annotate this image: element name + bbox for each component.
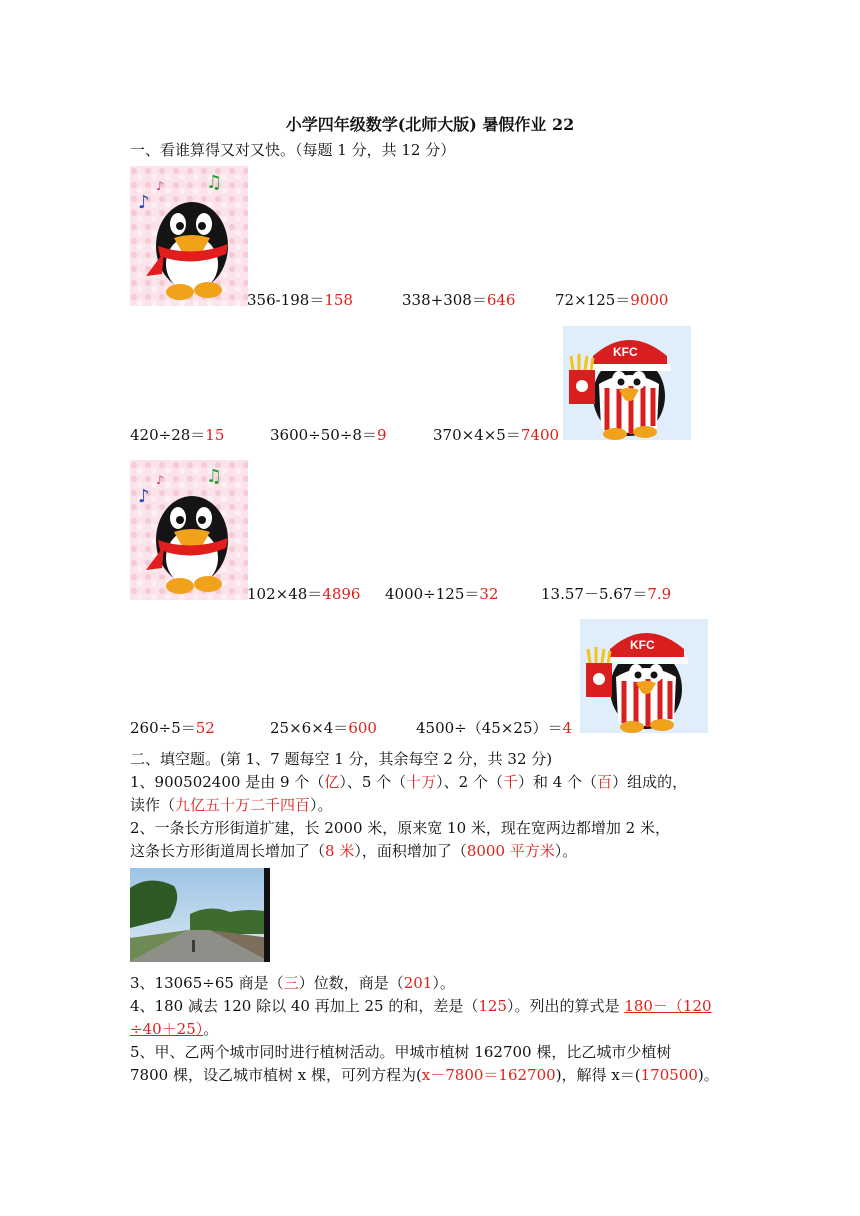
arith-item <box>130 425 224 445</box>
question-text: 3、13065÷65 商是（ <box>130 974 284 992</box>
question-3 <box>130 973 455 993</box>
question-text: ）、2 个（ <box>436 773 503 791</box>
answer: 8 米 <box>325 842 355 860</box>
arith-answer: 600 <box>348 719 377 737</box>
answer: 180－（120 <box>624 997 712 1015</box>
question-text: 。 <box>203 1020 219 1038</box>
kfc-logo: KFC <box>613 345 638 359</box>
arith-item <box>270 425 387 445</box>
svg-text:♫: ♫ <box>206 466 223 487</box>
arith-item <box>433 425 559 445</box>
arith-item <box>247 584 360 604</box>
answer: 三 <box>283 974 299 992</box>
svg-text:♪: ♪ <box>156 473 164 487</box>
question-text: ）位数，商是（ <box>298 974 404 992</box>
arith-row-1 <box>247 290 353 310</box>
section1-heading: 一、看谁算得又对又快。（每题 1 分，共 12 分） <box>130 141 456 159</box>
question-text: 4、180 减去 120 除以 40 再加上 25 的和，差是（ <box>130 997 479 1015</box>
answer: ÷40＋25） <box>130 1020 204 1038</box>
arith-question: 420÷28＝ <box>130 426 206 444</box>
question-4-line-2 <box>130 1019 218 1039</box>
arith-answer: 4 <box>562 719 573 737</box>
arith-question: 3600÷50÷8＝ <box>270 426 377 444</box>
arith-answer: 9000 <box>630 291 669 309</box>
arith-question: 25×6×4＝ <box>270 719 349 737</box>
arith-answer: 9 <box>376 426 387 444</box>
arith-question: 370×4×5＝ <box>433 426 521 444</box>
arith-item <box>270 718 377 738</box>
arith-question: 4500÷（45×25）＝ <box>416 719 563 737</box>
question-text: )，解得 x＝( <box>555 1066 641 1084</box>
question-1-line-2 <box>130 795 333 815</box>
question-text: ）。 <box>432 974 455 992</box>
answer: 百 <box>597 773 613 791</box>
penguin-kfc-image <box>563 326 691 440</box>
answer: 170500 <box>640 1066 698 1084</box>
question-4-line-1 <box>130 996 712 1016</box>
arith-question: 356-198＝ <box>247 291 325 309</box>
question-5-line-2 <box>130 1065 719 1085</box>
penguin-music-image <box>130 166 248 306</box>
answer: 125 <box>478 997 507 1015</box>
question-text: ）和 4 个（ <box>517 773 598 791</box>
answer: 九亿五十万二千四百 <box>175 796 311 814</box>
question-5-line-1: 5、甲、乙两个城市同时进行植树活动。甲城市植树 162700 棵，比乙城市少植树 <box>130 1043 672 1061</box>
svg-text:♫: ♫ <box>206 172 223 193</box>
question-2-line-1: 2、一条长方形街道扩建，长 2000 米，原来宽 10 米，现在宽两边都增加 2 米， <box>130 819 670 837</box>
arith-answer: 32 <box>479 585 499 603</box>
arith-answer: 646 <box>486 291 516 309</box>
answer: 千 <box>502 773 518 791</box>
question-text: 这条长方形街道周长增加了（ <box>130 842 326 860</box>
arith-item <box>402 290 515 310</box>
answer: 8000 平方米 <box>466 842 555 860</box>
answer: 十万 <box>406 773 437 791</box>
svg-text:♪: ♪ <box>138 192 150 213</box>
penguin-music-image <box>130 460 248 600</box>
question-text: )。 <box>697 1066 719 1084</box>
arith-item <box>416 718 572 738</box>
answer: x－7800＝162700 <box>421 1066 556 1084</box>
arith-item <box>130 718 215 738</box>
arith-answer: 7400 <box>520 426 560 444</box>
question-2-line-2 <box>130 841 577 861</box>
answer: 201 <box>403 974 433 992</box>
question-text: ）。列出的算式是 <box>507 997 625 1015</box>
svg-text:♪: ♪ <box>138 486 150 507</box>
arith-answer: 52 <box>195 719 215 737</box>
question-text: ）、5 个（ <box>339 773 407 791</box>
question-text: 1、900502400 是由 9 个（ <box>130 773 325 791</box>
arith-answer: 15 <box>205 426 225 444</box>
arith-question: 102×48＝ <box>247 585 323 603</box>
arith-item <box>555 290 668 310</box>
arith-question: 72×125＝ <box>555 291 631 309</box>
arith-question: 338+308＝ <box>402 291 487 309</box>
street-photo <box>130 868 270 962</box>
arith-question: 13.57－5.67＝ <box>541 585 648 603</box>
arith-item <box>541 584 671 604</box>
kfc-logo: KFC <box>630 638 655 652</box>
penguin-kfc-image <box>580 619 708 733</box>
arith-answer: 7.9 <box>647 585 672 603</box>
question-text: 7800 棵，设乙城市植树 x 棵，可列方程为( <box>130 1066 422 1084</box>
section2-heading: 二、填空题。(第 1、7 题每空 1 分，其余每空 2 分，共 32 分) <box>130 750 553 768</box>
question-text: ），面积增加了（ <box>354 842 467 860</box>
arith-question: 4000÷125＝ <box>385 585 480 603</box>
page-title: 小学四年级数学(北师大版) 暑假作业 22 <box>285 115 575 134</box>
question-text: 读作（ <box>130 796 176 814</box>
arith-answer: 4896 <box>322 585 361 603</box>
question-1-line-1 <box>130 772 687 792</box>
question-text: ）。 <box>310 796 333 814</box>
arith-question: 260÷5＝ <box>130 719 196 737</box>
question-text: ）组成的， <box>612 773 688 791</box>
arith-answer: 158 <box>324 291 353 309</box>
question-text: ）。 <box>554 842 578 860</box>
answer: 亿 <box>324 773 340 791</box>
svg-text:♪: ♪ <box>156 179 164 193</box>
arith-item <box>385 584 498 604</box>
